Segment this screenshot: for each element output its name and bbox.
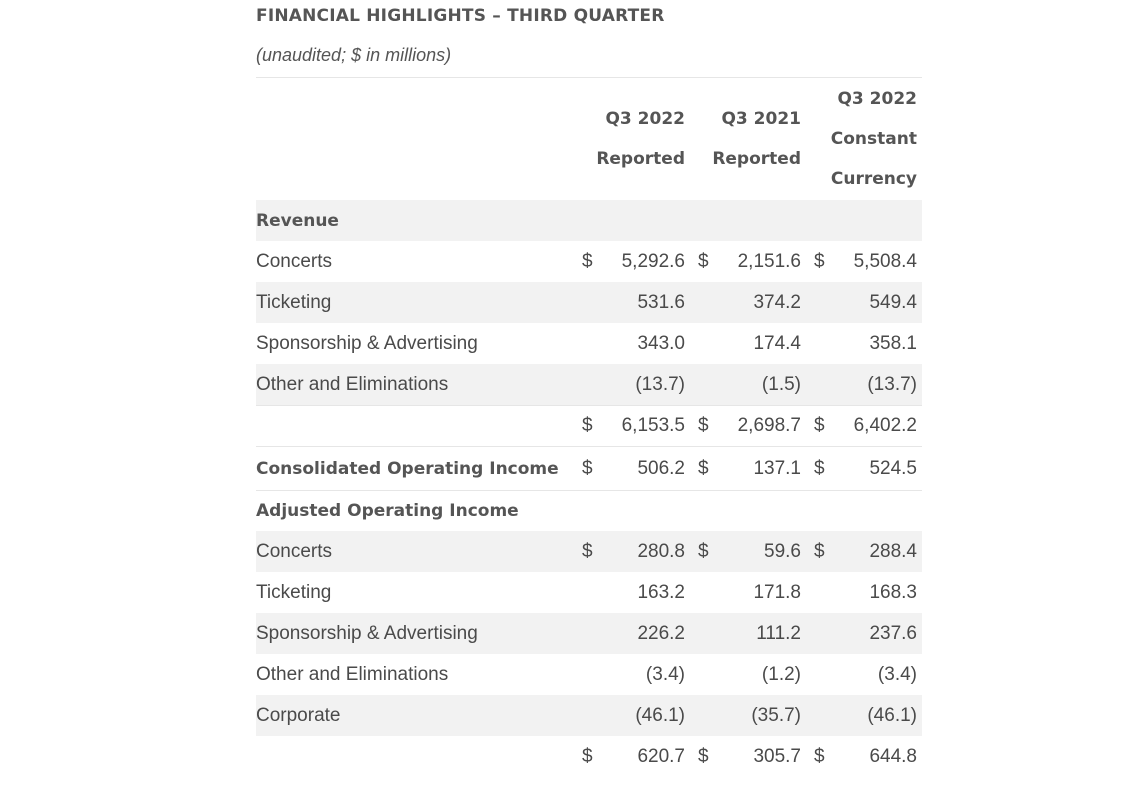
table-cell-value: (46.1) [867, 704, 917, 726]
row-section-label: Adjusted Operating Income [256, 501, 519, 521]
table-row [256, 736, 922, 777]
table-row [256, 695, 922, 736]
currency-symbol: $ [582, 540, 593, 562]
table-cell-value [716, 491, 801, 531]
table-cell-value: 506.2 [637, 457, 685, 479]
table-cell-value [832, 200, 917, 241]
table-cell-value: (3.4) [645, 663, 685, 685]
table-cell-value: 168.3 [869, 581, 917, 603]
table-cell-value: 374.2 [753, 291, 801, 313]
table-cell-value: 644.8 [869, 745, 917, 767]
currency-symbol: $ [582, 745, 593, 767]
table-cell-value: (35.7) [751, 704, 801, 726]
table-row [256, 654, 922, 695]
table-cell-value: 174.4 [753, 332, 801, 354]
currency-symbol: $ [814, 540, 825, 562]
table-cell-value: 524.5 [869, 457, 917, 479]
row-label: Ticketing [256, 581, 332, 603]
row-section-label: Consolidated Operating Income [256, 458, 559, 479]
table-cell-value [600, 200, 685, 241]
column-header-line: Q3 2022 [605, 109, 685, 129]
row-label: Concerts [256, 540, 333, 562]
table-row [256, 200, 922, 241]
table-row [256, 323, 922, 364]
row-label: Concerts [256, 250, 333, 272]
column-header-q3-2022-reported [586, 79, 685, 199]
currency-symbol: $ [698, 457, 709, 479]
column-header-line: Q3 2022 [837, 89, 917, 109]
column-header-q3-2022-constant-currency [818, 79, 917, 199]
column-header-line: Q3 2021 [721, 109, 801, 129]
table-cell-value: 6,153.5 [621, 415, 685, 436]
table-cell-value: 288.4 [869, 540, 917, 562]
table-row [256, 490, 922, 531]
row-section-label: Revenue [256, 210, 339, 231]
table-cell-value: 531.6 [637, 291, 685, 313]
row-label: Other and Eliminations [256, 373, 449, 395]
table-cell-value [716, 200, 801, 241]
table-cell-value: 163.2 [637, 581, 685, 603]
currency-symbol: $ [582, 415, 593, 436]
table-cell-value: 111.2 [756, 622, 801, 644]
table-cell-value: 620.7 [637, 745, 685, 767]
currency-symbol: $ [814, 415, 825, 436]
currency-symbol: $ [582, 457, 593, 479]
currency-symbol: $ [582, 250, 593, 272]
table-cell-value: 305.7 [753, 745, 801, 767]
table-cell-value: 6,402.2 [853, 415, 917, 436]
table-cell-value: 5,508.4 [853, 250, 917, 272]
table-row [256, 531, 922, 572]
table-cell-value: (13.7) [867, 373, 917, 395]
table-row [256, 364, 922, 405]
table-cell-value: (3.4) [877, 663, 917, 685]
table-row [256, 241, 922, 282]
divider [256, 77, 922, 78]
currency-symbol: $ [814, 457, 825, 479]
financial-table-body [256, 200, 922, 777]
table-cell-value: 226.2 [637, 622, 685, 644]
table-cell-value [600, 491, 685, 531]
currency-symbol: $ [698, 250, 709, 272]
row-label: Corporate [256, 704, 341, 726]
currency-symbol: $ [698, 540, 709, 562]
row-label: Ticketing [256, 291, 332, 313]
currency-symbol: $ [698, 745, 709, 767]
page-title: FINANCIAL HIGHLIGHTS – THIRD QUARTER [256, 6, 665, 26]
table-cell-value: (46.1) [635, 704, 685, 726]
column-header-line: Reported [712, 149, 801, 169]
table-cell-value: 59.6 [764, 540, 801, 562]
page-subtitle: (unaudited; $ in millions) [256, 45, 452, 65]
currency-symbol: $ [814, 250, 825, 272]
table-cell-value: 280.8 [637, 540, 685, 562]
table-cell-value: 171.8 [753, 581, 801, 603]
column-header-line: Constant [830, 129, 917, 149]
table-cell-value: (1.2) [761, 663, 801, 685]
table-cell-value: 5,292.6 [621, 250, 685, 272]
table-cell-value [832, 491, 917, 531]
currency-symbol: $ [814, 745, 825, 767]
table-cell-value: (13.7) [635, 373, 685, 395]
table-cell-value: 2,151.6 [737, 250, 801, 272]
row-label: Sponsorship & Advertising [256, 332, 478, 354]
table-cell-value: 358.1 [869, 332, 917, 354]
table-row [256, 446, 922, 490]
table-row [256, 405, 922, 446]
table-cell-value: 2,698.7 [737, 415, 801, 436]
row-label: Other and Eliminations [256, 663, 449, 685]
table-cell-value: (1.5) [761, 373, 801, 395]
column-header-line: Currency [830, 169, 917, 189]
table-cell-value: 343.0 [637, 332, 685, 354]
table-row [256, 613, 922, 654]
table-cell-value: 237.6 [869, 622, 917, 644]
column-header-line: Reported [596, 149, 685, 169]
row-label: Sponsorship & Advertising [256, 622, 478, 644]
table-cell-value: 137.1 [753, 457, 801, 479]
table-row [256, 282, 922, 323]
currency-symbol: $ [698, 415, 709, 436]
table-row [256, 572, 922, 613]
column-header-q3-2021-reported [702, 79, 801, 199]
table-cell-value: 549.4 [869, 291, 917, 313]
